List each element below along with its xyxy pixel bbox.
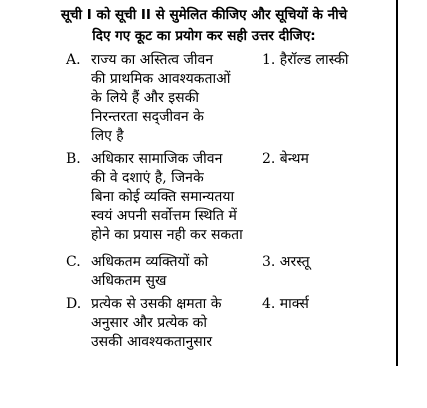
item-text-line: अधिकार सामाजिक जीवन [91,151,223,167]
item-text-line: उसकी आवश्यकतानुसार [91,334,213,350]
list-ii-item-2: 2. बेन्थम [262,151,309,167]
list-i-label-d: D. [66,296,82,312]
item-text-line: प्रत्येक से उसकी क्षमता के [91,296,222,312]
list-i-item-a [91,51,256,146]
item-text-line: की प्राथमिक आवश्यकताओं [91,71,231,87]
list-ii-item-1: 1. हैरॉल्ड लास्की [262,52,349,68]
right-border-line [396,0,398,366]
item-text-line: स्वयं अपनी सर्वोत्तम स्थिति में [91,208,237,224]
list-ii-item-3: 3. अरस्तू [262,254,310,270]
match-list [0,51,396,352]
item-text-line: निरन्तरता सद्जीवन के [91,109,204,125]
list-row-c [0,253,396,295]
list-row-a [0,51,396,150]
item-text-line: अधिकतम व्यक्तियों को [91,254,209,270]
question-text [18,5,390,47]
list-i-label-b: B. [66,151,81,167]
item-text-line: बिना कोई व्यक्ति समान्यतया [91,189,235,205]
question-line-2: दिए गए कूट का प्रयोग कर सही उत्तर दीजिए: [92,28,316,44]
item-text-line: अधिकतम सुख [91,273,167,289]
list-i-label-a: A. [66,52,81,68]
item-text-line: लिए है [91,128,124,144]
list-i-item-d [91,295,256,352]
list-row-b [0,150,396,253]
list-i-label-c: C. [66,254,81,270]
item-text-line: होने का प्रयास नही कर सकता [91,227,243,243]
list-i-item-b [91,150,256,245]
question-line-1: सूची I को सूची II से सुमेलित कीजिए और सूचियों के नीचे [60,7,348,23]
item-text-line: अनुसार और प्रत्येक को [91,315,207,331]
item-text-line: के लिये हैं और इसकी [91,90,199,106]
list-i-item-c [91,253,256,291]
item-text-line: राज्य का अस्तित्व जीवन [91,52,214,68]
item-text-line: की वे दशाएं है, जिनके [91,170,204,186]
list-ii-item-4: 4. मार्क्स [262,296,309,312]
list-row-d [0,295,396,352]
